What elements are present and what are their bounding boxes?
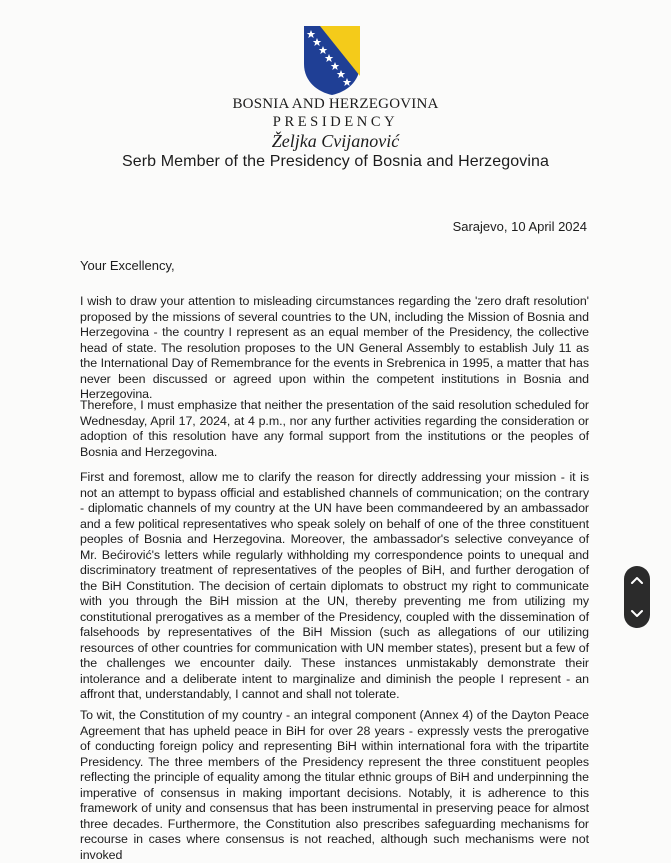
paragraph-1: I wish to draw your attention to misleading circumstances regarding the 'zero draft resolution' proposed by the missions of several countries to the UN, including the Mission of Bosnia and Herzegovina - the country I represent as an equal member of the Presidency, the collective head of state. The resolution proposes to the UN General Assembly to establish July 11 as the International Day of Remembrance for the events in Srebrenica in 1995, a matter that has never been discussed or agreed upon within the competent institutions in Bosnia and Herzegovina. bbox=[80, 294, 589, 402]
letterhead-role: Serb Member of the Presidency of Bosnia and Herzegovina bbox=[121, 153, 550, 170]
page-scroll-control bbox=[624, 566, 650, 628]
paragraph-2: Therefore, I must emphasize that neither the presentation of the said resolution scheduled for Wednesday, April 17, 2024, at 4 p.m., nor any further activities regarding the consideration or adoption of this resolution have any formal support from the institutions or the peoples of Bosnia and Herzegovina. bbox=[80, 398, 589, 459]
paragraph-4: To wit, the Constitution of my country - an integral component (Annex 4) of the Dayton Peace Agreement that has upheld peace in BiH for over 28 years - expressly vests the prerogative of conducting foreign policy and representing BiH within international fora with the tripartite Presidency. The three members of the Presidency represent the three constituent peoples reflecting the principle of equality among the titular ethnic groups of BiH and underpinning the imperative of consensus in making important decisions. Notably, it is adherence to this framework of unity and consensus that has been instrumental in preserving peace for almost three decades. Furthermore, the Constitution also prescribes safeguarding mechanisms for recourse in cases where consensus is not reached, although such mechanisms were not invoked bbox=[80, 708, 589, 862]
chevron-up-icon[interactable] bbox=[630, 575, 644, 585]
letter-date: Sarajevo, 10 April 2024 bbox=[452, 219, 587, 234]
letterhead-presidency: PRESIDENCY bbox=[272, 114, 399, 130]
letter-greeting: Your Excellency, bbox=[80, 258, 175, 273]
chevron-down-icon[interactable] bbox=[630, 609, 644, 619]
letterhead-country: BOSNIA AND HERZEGOVINA bbox=[232, 96, 439, 112]
letterhead-name: Željka Cvijanović bbox=[271, 131, 400, 151]
coat-of-arms-icon bbox=[302, 24, 362, 96]
paragraph-3: First and foremost, allow me to clarify the reason for directly addressing your mission - it is not an attempt to bypass official and established channels of communication; on the contrary - diplomatic channels of my country at the UN have been commandeered by an ambassador and a few political representatives who speak solely on behalf of one of the three constituent peoples of Bosnia and Herzegovina. Moreover, the ambassador's selective conveyance of Mr. Bećirović's letters while regularly withholding my correspondence points to unequal and discriminatory treatment of representatives of the peoples of BiH, and further derogation of the BiH Constitution. The decision of certain diplomats to obstruct my right to communicate with you through the BiH mission at the UN, thereby preventing me from utilizing my constitutional prerogatives as a member of the Presidency, coupled with the dissemination of falsehoods by representatives of the BiH Mission (such as allegations of our utilizing resources of other countries for communication with UN member states), present but a few of the challenges we encounter daily. These instances unmistakably demonstrate their intolerance and a deliberate intent to marginalize and diminish the people I represent - an affront that, understandably, I cannot and shall not tolerate. bbox=[80, 470, 589, 702]
